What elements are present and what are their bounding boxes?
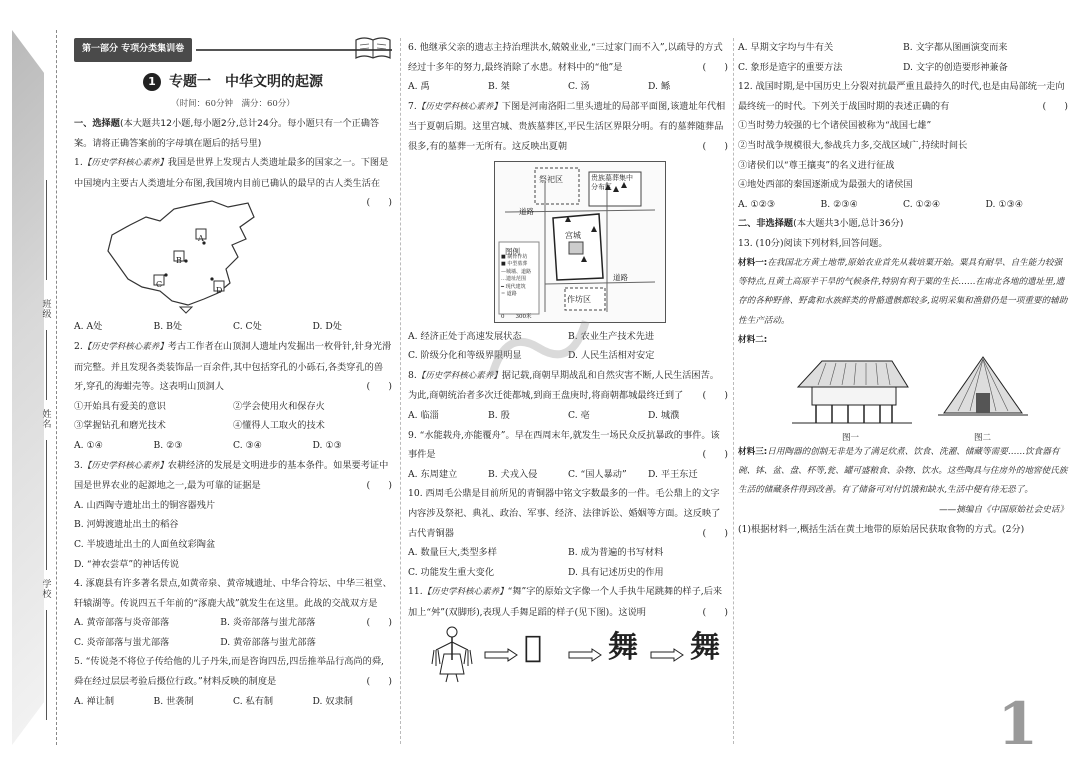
material-2-label: 材料二: [738,335,768,346]
answer-paren: ( ) [366,381,392,393]
school-label: 学校 [42,580,52,600]
question-1: 1.【历史学科核心素养】我国是世界上发现古人类遗址最多的国家之一。下图是中国境内主要古人类遗址分布图,我国境内目前已确认的最早的古人类生活在 ( ) [74,153,392,193]
option: C. ①②④ [903,198,941,210]
answer-paren: ( ) [702,140,728,152]
map-label-b: B [176,256,182,266]
banner-tag: 第一部分 专项分类集训卷 [74,38,192,62]
answer-paren: ( ) [366,197,392,209]
plan-label-bronze: 贵族墓葬集中分布区 [591,173,633,191]
section2-heading [738,214,1068,234]
option: B. 炎帝部落与蚩尤部落 [220,617,316,629]
section1-instructions: (本大题共12小题,每小题2分,总计24分。每小题只有一个正确答案。请将正确答案前的字母填在题后的括号里) [74,118,380,149]
glyph-stage-1: 𣠮 [524,630,543,666]
q8-options [408,406,728,426]
question-6 [408,38,728,77]
material-3-text: 日用陶器的创制无非是为了满足炊煮、饮食、洗濯、储藏等需要……饮食器有碗、钵、盆、盘、杯等,瓮、罐可盛粮食、杂物、饮水。这些陶具与住房外的地窖使氏族生活的储藏条件得到改善。有了储备可对付饥饿和缺水,生活中便有待无恐了。 [738,446,1068,496]
option: C. 阶级分化和等级界限明显 [408,350,522,362]
item: ③诸侯们以“尊王攘夷”的名义进行征战 [738,159,895,171]
semi-subterranean-hut-icon [938,353,1028,429]
binding-strip [0,0,62,764]
column-left [74,38,392,711]
material-1 [738,254,1068,332]
material-3-label: 材料三: [738,446,768,457]
option: A. 黄帝部落与炎帝部落 [74,617,170,629]
option: A. ①④ [74,439,103,451]
option: B. 犬戎入侵 [488,468,538,480]
q5-options [74,692,392,712]
map-label-c: C [156,280,163,290]
tag-label: 【历史学科核心素养】 [416,370,502,381]
answer-paren: ( ) [702,390,728,402]
topic-number: 1 [143,73,161,91]
q10-options [408,543,728,582]
legend-item: ━ 现代建筑 [501,283,526,290]
arrow-right-icon [568,648,602,662]
item: ①开始具有爱美的意识 [74,400,166,412]
option: D. ①③④ [985,198,1024,210]
option: C. “国人暴动” [568,468,627,480]
section1-heading [74,114,392,153]
glyph-stage-3: 舞 [690,630,720,666]
tag-label: 【历史学科核心素养】 [422,587,508,598]
binding-rule [46,180,47,280]
plan-label-workshop: 作坊区 [567,294,591,304]
china-map [100,195,260,315]
dance-character-evolution [408,624,728,688]
plan-label-road: 道路 [613,272,628,282]
question-3: 3.【历史学科核心素养】农耕经济的发展是文明进步的基本条件。如果要考证中国是世界农业的起源地之一,最为可靠的证据是 ( ) [74,456,392,496]
item: ②当时战争规模很大,参战兵力多,交战区域广,持续时间长 [738,139,968,151]
option: D. D处 [312,321,342,333]
binding-rule [46,610,47,720]
option: B. B处 [153,321,183,333]
question-5 [74,652,392,691]
topic-title [74,70,392,94]
option: D. 黄帝部落与蚩尤部落 [220,636,316,648]
answer-paren: ( ) [702,527,728,539]
question-7: 7.【历史学科核心素养】下图是河南洛阳二里头遗址的局部平面图,该遗址年代相当于夏朝后期。这里宫城、贵族墓葬区,平民生活区界限分明。有的墓葬随葬品很多,有的墓葬一无所有。这反映出夏朝 ( ) [408,97,728,157]
plan-label-palace: 宫城 [565,230,581,240]
q4-options [74,613,366,652]
q11-options [738,38,1068,77]
option: A. 东周建立 [408,468,458,480]
option: B. 河姆渡遗址出土的稻谷 [74,519,179,531]
hut-figures [738,353,1068,443]
option: B. 文字都从图画演变而来 [903,42,1008,53]
map-label-a: A [198,234,204,244]
q2-options [74,436,392,456]
q12-stem: 12. 战国时期,是中国历史上分裂对抗最严重且最持久的时代,也是由局部统一走向最终统一的时代。下列关于战国时期的表述正确的有 [738,81,1065,112]
column-divider [733,38,734,744]
binding-rule [46,440,47,570]
q12-options [738,195,1068,215]
option: D. 具有记述历史的作用 [568,566,664,578]
legend-item: ■ 中型墓葬 [501,261,528,268]
q2-items [74,397,392,436]
section1-title: 一、选择题 [74,118,120,129]
q9-stem: 9. “水能载舟,亦能覆舟”。早在西周末年,就发生一场民众反抗暴政的事件。该事件是 [408,429,720,461]
option: D. 平王东迁 [648,468,698,480]
question-8: 8.【历史学科核心素养】据记载,商朝早期战乱和自然灾害不断,人民生活困苦。为此,商朝统治者多次迁徙都城,到商王盘庚时,将商朝都城最终迁到了 ( ) [408,366,728,406]
plan-label-road: 道路 [519,206,534,216]
dancer-icon [430,624,474,684]
answer-paren: ( ) [702,606,728,618]
option: B. 殷 [488,409,510,421]
answer-paren: ( ) [1042,100,1068,112]
item: ④懂得人工取火的技术 [233,420,325,432]
arrow-right-icon [484,648,518,662]
option: C. 象形是造字的重要方法 [738,61,843,73]
question-11: 11.【历史学科核心素养】“舞”字的原始文字像一个人手执牛尾跳舞的样子,后来加上“舛”(双脚形),表现人手舞足蹈的样子(见下图)。这说明 ( ) [408,582,728,622]
answer-paren: ( ) [366,617,392,629]
column-divider [400,38,401,744]
plan-legend-title: 图例 [505,246,520,256]
option: D. 城濮 [648,409,680,421]
option: A. 禅让制 [74,695,115,707]
figure-2-caption: 图二 [974,432,992,443]
option: A. 数量巨大,类型多样 [408,547,497,559]
binding-shade [12,30,44,745]
item: ④地处西部的秦国逐渐成为最强大的诸侯国 [738,179,913,191]
q13-subquestion-1: (1)根据材料一,概括生活在黄土地带的原始居民获取食物的方式。(2分) [738,524,1025,536]
tag-label: 【历史学科核心素养】 [82,341,168,352]
question-12 [738,77,1068,116]
item: ①当时势力较强的七个诸侯国被称为“战国七雄” [738,120,932,132]
option: A. 山西陶寺遗址出土的铜容器残片 [74,499,216,511]
name-label: 姓名 [42,410,52,430]
material-3 [738,443,1068,501]
open-book-icon [354,34,392,60]
glyph-stage-2: 舞 [608,630,638,666]
answer-paren: ( ) [366,676,392,688]
q11-stem: “舞”字的原始文字像一个人手执牛尾跳舞的样子,后来加上“舛”(双脚形),表现人手舞足蹈的样子(见下图)。这说明 [408,586,723,618]
item: ②学会使用火和保存火 [233,400,325,412]
binding-rule [46,330,47,400]
section2-title: 二、非选择题 [738,218,794,230]
material-1-text: 在我国北方黄土地带,原始农业首先从栽培粟开始。粟具有耐旱、自生能力较强等特点,且黄土高原半干旱的气候条件,特别有利于粟的生长……在南北各地的遗址里,遗存的各种野兽、野禽和水族鲜类的骨骼遗骸都较多,说明采集和渔猎仍是一项重要的辅助性生产活动。 [738,257,1068,326]
q13-stem: 13. (10分)阅读下列材料,回答问题。 [738,237,888,249]
option: D. “神农尝草”的神话传说 [74,558,179,570]
legend-item: …遗址范围 [501,276,527,283]
option: B. 世袭制 [153,695,194,707]
column-right [738,38,1068,540]
option: C. C处 [233,321,262,333]
option: C. 半坡遗址出土的人面鱼纹彩陶盆 [74,538,216,550]
option: A. 早期文字均与牛有关 [738,42,834,53]
option: C. 亳 [568,409,590,421]
stilt-house-icon [792,353,912,429]
option: C. 炎帝部落与蚩尤部落 [74,636,170,648]
topic-title-text: 专题一 中华文明的起源 [169,74,323,90]
plan-legend [501,254,531,299]
tag-label: 【历史学科核心素养】 [416,101,502,112]
option: D. ①③ [312,439,342,451]
erlitou-site-plan [494,161,666,323]
q8-stem: 据记载,商朝早期战乱和自然灾害不断,人民生活困苦。为此,商朝统治者多次迁徙都城,到商王盘庚时,将商朝都城最终迁到了 [408,369,719,402]
option: B. ②③④ [820,198,858,210]
answer-paren: ( ) [702,449,728,461]
option: A. 经济正处于高速发展状态 [408,330,522,342]
option: C. 私有制 [233,695,274,707]
question-10 [408,484,728,543]
q3-stem: 农耕经济的发展是文明进步的基本条件。如果要考证中国是世界农业的起源地之一,最为可靠的证据是 [74,459,389,492]
option: C. 汤 [568,81,590,93]
arrow-right-icon [650,648,684,662]
q1-options [74,317,392,337]
plan-label-ritual: 祭祀区 [539,174,563,184]
legend-item: ■ 制骨作坊 [501,253,528,260]
figure-1-caption: 图一 [842,432,860,443]
item: ③掌握钻孔和磨光技术 [74,420,166,432]
option: D. 人民生活相对安定 [568,350,655,362]
q4-stem: 4. 涿鹿县有许多著名景点,如黄帝泉、黄帝城遗址、中华合符坛、中华三祖堂、轩辕湖等。传说四五千年前的“涿鹿大战”就发生在这里。此战的交战双方是 [74,578,392,609]
section2-instructions: (本大题共3小题,总计36分) [793,218,904,230]
q2-stem: 考古工作者在山顶洞人遗址内发掘出一枚骨针,针身光滑而完整。并且发现各类装饰品一百余件,其中包括穿孔的小砾石,各类穿孔的兽牙,穿孔的海蚶壳等。这表明山顶洞人 [74,340,392,393]
answer-paren: ( ) [702,61,728,73]
q6-options [408,77,728,97]
option: D. 文字的创造要形神兼备 [903,61,1008,73]
option: A. ①②③ [738,198,776,210]
q7-stem: 下图是河南洛阳二里头遗址的局部平面图,该遗址年代相当于夏朝后期。这里宫城、贵族墓葬区,平民生活区界限分明。有的墓葬随葬品很多,有的墓葬一无所有。这反映出夏朝 [408,100,726,152]
tag-label: 【历史学科核心素养】 [82,460,168,471]
page-number: 1 [997,690,1038,758]
option: D. 鲧 [648,81,671,93]
option: B. 桀 [488,81,510,93]
question-9 [408,426,728,465]
legend-item: —城墙、道路 [501,268,532,275]
time-score-line: （时间：60分钟 满分：60分） [171,99,295,109]
class-label: 班级 [42,300,52,320]
material-source: ——摘编自《中国原始社会史话》 [939,504,1068,515]
option: A. 禹 [408,81,430,93]
option: A. A处 [74,321,103,333]
q9-options [408,465,728,485]
option: B. ②③ [153,439,183,451]
plan-scale: 0 300米 [501,313,532,320]
section-banner [74,38,392,62]
option: A. 临淄 [408,409,439,421]
material-1-label: 材料一: [738,257,768,268]
option: C. 功能发生重大变化 [408,566,495,578]
answer-paren: ( ) [366,480,392,492]
tag-label: 【历史学科核心素养】 [82,158,168,169]
question-2: 2.【历史学科核心素养】考古工作者在山顶洞人遗址内发掘出一枚骨针,针身光滑而完整。并且发现各类装饰品一百余件,其中包括穿孔的小砾石,各类穿孔的兽牙,穿孔的海蚶壳等。这表明山顶洞人 ( ) [74,337,392,397]
legend-item: = 道路 [501,291,517,298]
option: D. 奴隶制 [312,695,353,707]
q5-stem: 5. “传说尧不将位子传给他的儿子丹朱,而是咨询四岳,四岳推举品行高尚的舜,舜在经过层层考验后摄位行政。”材料反映的制度是 [74,656,384,688]
material-2 [738,331,1068,350]
option: B. 成为普遍的书写材料 [568,547,664,559]
q10-stem: 10. 西周毛公鼎是目前所见的青铜器中铭文字数最多的一件。毛公鼎上的文字内容涉及祭祀、典礼、政治、军事、经济、法律诉讼、婚姻等方面。这反映了古代青铜器 [408,488,721,539]
map-label-d: D [216,286,223,296]
q6-stem: 6. 他继承父亲的遗志主持治理洪水,兢兢业业,“三过家门而不入”,以疏导的方式经过十多年的努力,最终消除了水患。材料中的“他”是 [408,42,723,73]
binding-cut-line [56,30,57,745]
option: C. ③④ [233,439,263,451]
option: B. 农业生产技术先进 [568,330,655,342]
q1-stem: 我国是世界上发现古人类遗址最多的国家之一。下图是中国境内主要古人类遗址分布图,我国境内目前已确认的最早的古人类生活在 [74,157,389,189]
